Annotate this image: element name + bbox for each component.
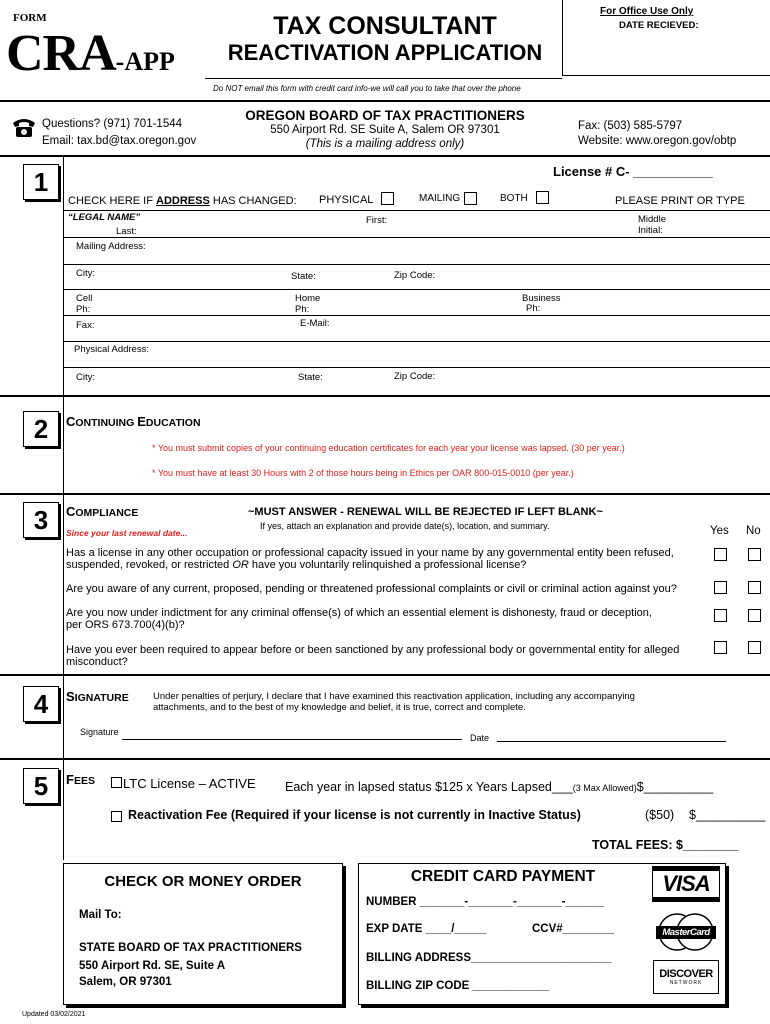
cc-ccv-field[interactable]: CCV#________: [532, 923, 614, 935]
last-name-input[interactable]: [150, 212, 355, 237]
physical-label: PHYSICAL: [319, 194, 374, 206]
address-note: (This is a mailing address only): [305, 138, 465, 150]
mailing-state-label: State:: [291, 271, 316, 282]
mailing-label: MAILING: [419, 193, 461, 204]
business-label-1: Business: [522, 293, 561, 304]
section-3-title-rest: OMPLIANCE: [75, 507, 139, 519]
physical-city-label: City:: [76, 372, 95, 383]
phone-icon: [10, 115, 38, 144]
first-name-label: First:: [366, 215, 388, 226]
physical-zip-label: Zip Code:: [394, 371, 436, 382]
q1-text-a: suspended, revoked, or restricted: [66, 559, 233, 571]
fax-row-top: [63, 315, 770, 316]
section-3-number: 3: [23, 502, 59, 538]
compliance-q4-line2: misconduct?: [66, 656, 128, 668]
both-label: BOTH: [500, 193, 528, 204]
yes-header: Yes: [710, 525, 729, 537]
section-4-title-rest: IGNATURE: [74, 692, 129, 704]
cc-billing-zip-field[interactable]: BILLING ZIP CODE ____________: [366, 980, 550, 992]
board-address: 550 Airport Rd. SE Suite A, Salem OR 97301: [270, 124, 500, 136]
section-3-title: [66, 503, 138, 521]
reactivation-amount: ($50): [645, 808, 675, 822]
lapsed-text: Each year in lapsed status $125 x Years Lapsed___: [285, 780, 573, 794]
middle-initial-label-1: Middle: [638, 214, 666, 225]
compliance-q4-line1: Have you ever been required to appear before or been sanctioned by any professional body or governmental entity for alleged: [66, 644, 680, 656]
physical-zip-input[interactable]: [440, 369, 760, 393]
lapsed-fee-text: [285, 778, 713, 796]
email-input[interactable]: [337, 317, 765, 339]
q3-no-checkbox[interactable]: [748, 609, 761, 622]
compliance-q1: [66, 547, 674, 571]
section-2-title-rest1: ONTINUING: [75, 417, 138, 429]
mailing-address-input[interactable]: [155, 239, 765, 263]
section-5-title-cap: F: [66, 772, 74, 787]
physical-checkbox[interactable]: [381, 192, 394, 205]
office-use-title: For Office Use Only: [600, 6, 694, 17]
no-header: No: [746, 525, 761, 537]
address-changed-label: [68, 195, 297, 207]
section-3-bottom-rule: [0, 674, 770, 676]
address-changed-suffix: HAS CHANGED:: [209, 195, 297, 207]
ltc-active-checkbox[interactable]: [111, 777, 122, 788]
license-number-field[interactable]: License # C- ___________: [553, 164, 713, 179]
total-fees[interactable]: TOTAL FEES: $________: [592, 838, 739, 852]
mastercard-logo-text: MasterCard: [662, 927, 710, 938]
updated-date: Updated 03/02/2021: [22, 1011, 86, 1018]
section-2-number: 2: [23, 411, 59, 447]
board-name: OREGON BOARD OF TAX PRACTITIONERS: [245, 108, 525, 123]
name-row-top: [63, 210, 770, 211]
cc-billing-address-field[interactable]: BILLING ADDRESS______________________: [366, 952, 612, 964]
reactivation-fee-checkbox[interactable]: [111, 811, 122, 822]
ltc-active-label: LTC License – ACTIVE: [123, 776, 256, 791]
both-checkbox[interactable]: [536, 191, 549, 204]
email-label: E-Mail:: [300, 318, 330, 329]
compliance-q3-line2: per ORS 673.700(4)(b)?: [66, 619, 185, 631]
form-code-main: CRA: [6, 25, 116, 82]
compliance-q1-line2: [66, 559, 674, 571]
perjury-declaration: [153, 691, 635, 713]
visa-logo-bar-bottom: [653, 897, 719, 901]
q2-yes-checkbox[interactable]: [714, 581, 727, 594]
reactivation-dollar[interactable]: $__________: [689, 808, 766, 822]
fax-label: Fax:: [76, 320, 95, 331]
city-row-top: [63, 264, 770, 265]
mailing-checkbox[interactable]: [464, 192, 477, 205]
q1-text-or: OR: [232, 559, 249, 571]
legal-name-label: “LEGAL NAME”: [68, 212, 141, 223]
ce-note-2: * You must have at least 30 Hours with 2 of those hours being in Ethics per OAR 800-015-0010 (per year.): [152, 468, 574, 478]
physical-state-label: State:: [298, 372, 323, 383]
first-name-input[interactable]: [395, 212, 630, 237]
middle-initial-input[interactable]: [670, 212, 765, 237]
discover-logo: [653, 960, 719, 994]
declaration-line1: Under penalties of perjury, I declare that I have examined this reactivation application, including any accompanying: [153, 691, 635, 702]
q1-no-checkbox[interactable]: [748, 548, 761, 561]
compliance-q3: [66, 607, 652, 631]
section-4-bottom-rule: [0, 758, 770, 760]
contact-email: Email: tax.bd@tax.oregon.gov: [42, 135, 197, 147]
email-warning: Do NOT email this form with credit card info-we will call you to take that over the phone: [213, 84, 521, 93]
compliance-q2: Are you aware of any current, proposed, pending or threatened professional complaints or civil or criminal action against you?: [66, 583, 677, 595]
last-name-label: Last:: [116, 226, 137, 237]
physical-city-row-top: [63, 367, 770, 368]
form-code-suffix: -APP: [115, 47, 175, 76]
compliance-q4: [66, 644, 679, 668]
date-label: Date: [470, 733, 490, 743]
section-5-title-rest: EES: [73, 775, 95, 787]
contact-bottom-rule: [0, 155, 770, 157]
address-changed-prefix: CHECK HERE IF: [68, 195, 157, 207]
mail-to-label: Mail To:: [79, 909, 122, 921]
q4-no-checkbox[interactable]: [748, 641, 761, 654]
must-answer-note: ~MUST ANSWER - RENEWAL WILL BE REJECTED IF LEFT BLANK~: [248, 506, 603, 518]
mailing-city-label: City:: [76, 268, 95, 279]
cc-exp-date-field[interactable]: EXP DATE ____/_____: [366, 923, 487, 935]
section-3-left-rule: [63, 495, 64, 675]
board-website: Website: www.oregon.gov/obtp: [578, 135, 737, 147]
home-label-2: Ph:: [295, 304, 310, 315]
q4-yes-checkbox[interactable]: [714, 641, 727, 654]
compliance-q1-line1: Has a license in any other occupation or professional capacity issued in your name by any governmental entity been refused,: [66, 547, 674, 559]
home-label-1: Home: [295, 293, 321, 304]
mail-address-line2: 550 Airport Rd. SE, Suite A: [79, 960, 226, 972]
physical-city-input[interactable]: [100, 369, 290, 393]
office-use-date: DATE RECIEVED:: [619, 20, 699, 31]
q3-yes-checkbox[interactable]: [714, 609, 727, 622]
business-phone-input[interactable]: [570, 291, 765, 315]
cc-title: CREDIT CARD PAYMENT: [410, 868, 596, 885]
section-1-bottom-rule: [0, 395, 770, 397]
physical-address-label: Physical Address:: [74, 344, 149, 355]
section-1-number: 1: [23, 164, 59, 200]
discover-logo-sub: NETWORK: [669, 980, 703, 986]
section-2-title-cap1: C: [66, 414, 76, 429]
discover-logo-text: DISCOVER: [659, 968, 713, 980]
form-title-line1: TAX CONSULTANT: [273, 12, 497, 40]
home-phone-input[interactable]: [325, 291, 515, 315]
visa-logo: [652, 866, 720, 902]
q1-text-b: have you voluntarily relinquished a professional license?: [248, 559, 527, 571]
mailing-zip-label: Zip Code:: [394, 270, 436, 281]
section-2-left-rule: [63, 397, 64, 495]
business-label-2: Ph:: [526, 303, 541, 314]
cell-label-2: Ph:: [76, 304, 91, 315]
section-5-title: [66, 771, 95, 789]
mail-address-line1: STATE BOARD OF TAX PRACTITIONERS: [79, 942, 302, 954]
section-4-title: [66, 688, 129, 706]
header-bottom-rule: [0, 100, 770, 102]
mailing-city-input[interactable]: [100, 266, 285, 288]
section-3-title-cap: C: [66, 504, 76, 519]
fax-input[interactable]: [100, 317, 290, 339]
phone-row-top: [63, 289, 770, 290]
declaration-line2: attachments, and to the best of my knowledge and belief, it is true, correct and complete.: [153, 702, 526, 713]
section-1-left-rule: [63, 157, 64, 397]
visa-logo-text: VISA: [662, 871, 710, 896]
section-5-left-rule: [63, 760, 64, 860]
mailing-state-input[interactable]: [320, 266, 390, 288]
section-2-bottom-rule: [0, 493, 770, 495]
section-4-number: 4: [23, 686, 59, 722]
max-allowed: (3 Max Allowed): [572, 783, 637, 793]
section-4-left-rule: [63, 676, 64, 760]
board-fax: Fax: (503) 585-5797: [578, 120, 683, 132]
form-label: FORM: [13, 12, 47, 24]
q1-yes-checkbox[interactable]: [714, 548, 727, 561]
if-yes-note: If yes, attach an explanation and provide date(s), location, and summary.: [260, 521, 550, 531]
q2-no-checkbox[interactable]: [748, 581, 761, 594]
cell-label-1: Cell: [76, 293, 93, 304]
mailing-zip-input[interactable]: [440, 266, 760, 288]
section-2-title-rest2: DUCATION: [145, 417, 201, 429]
section-2-title-cap2: E: [137, 414, 146, 429]
date-line[interactable]: [497, 741, 726, 742]
section-4-title-cap: S: [66, 689, 75, 704]
mailing-address-label: Mailing Address:: [76, 241, 146, 252]
section-5-number: 5: [23, 768, 59, 804]
physical-address-input[interactable]: [158, 343, 765, 365]
form-title-line2: REACTIVATION APPLICATION: [227, 40, 543, 65]
lapsed-dollar[interactable]: $__________: [636, 780, 714, 794]
ce-note-1: * You must submit copies of your continuing education certificates for each year your license was lapsed. (30 per year.): [152, 443, 625, 453]
address-changed-word: ADDRESS: [156, 195, 210, 207]
check-title: CHECK OR MONEY ORDER: [104, 873, 302, 890]
section-2-title: [66, 413, 201, 431]
mail-address-line3: Salem, OR 97301: [79, 976, 172, 988]
mastercard-logo: [652, 910, 720, 954]
middle-initial-label-2: Initial:: [638, 225, 663, 236]
questions-phone: Questions? (971) 701-1544: [42, 118, 183, 130]
since-last-renewal: Since your last renewal date...: [66, 528, 188, 538]
print-or-type-note: PLEASE PRINT OR TYPE: [615, 195, 745, 207]
reactivation-fee-label: Reactivation Fee (Required if your license is not currently in Inactive Status): [128, 808, 581, 822]
physical-row-top: [63, 341, 770, 342]
signature-label: Signature: [80, 727, 119, 737]
cell-phone-input[interactable]: [100, 291, 285, 315]
physical-state-input[interactable]: [330, 369, 390, 393]
cc-number-field[interactable]: NUMBER _______-_______-_______-______: [366, 896, 604, 908]
compliance-q3-line1: Are you now under indictment for any criminal offense(s) of which an essential element is dishonesty, fraud or deception,: [66, 607, 652, 619]
header-rule: [205, 78, 562, 79]
form-code: [6, 24, 175, 83]
signature-line[interactable]: [122, 739, 462, 740]
mailing-row-top: [63, 237, 770, 238]
